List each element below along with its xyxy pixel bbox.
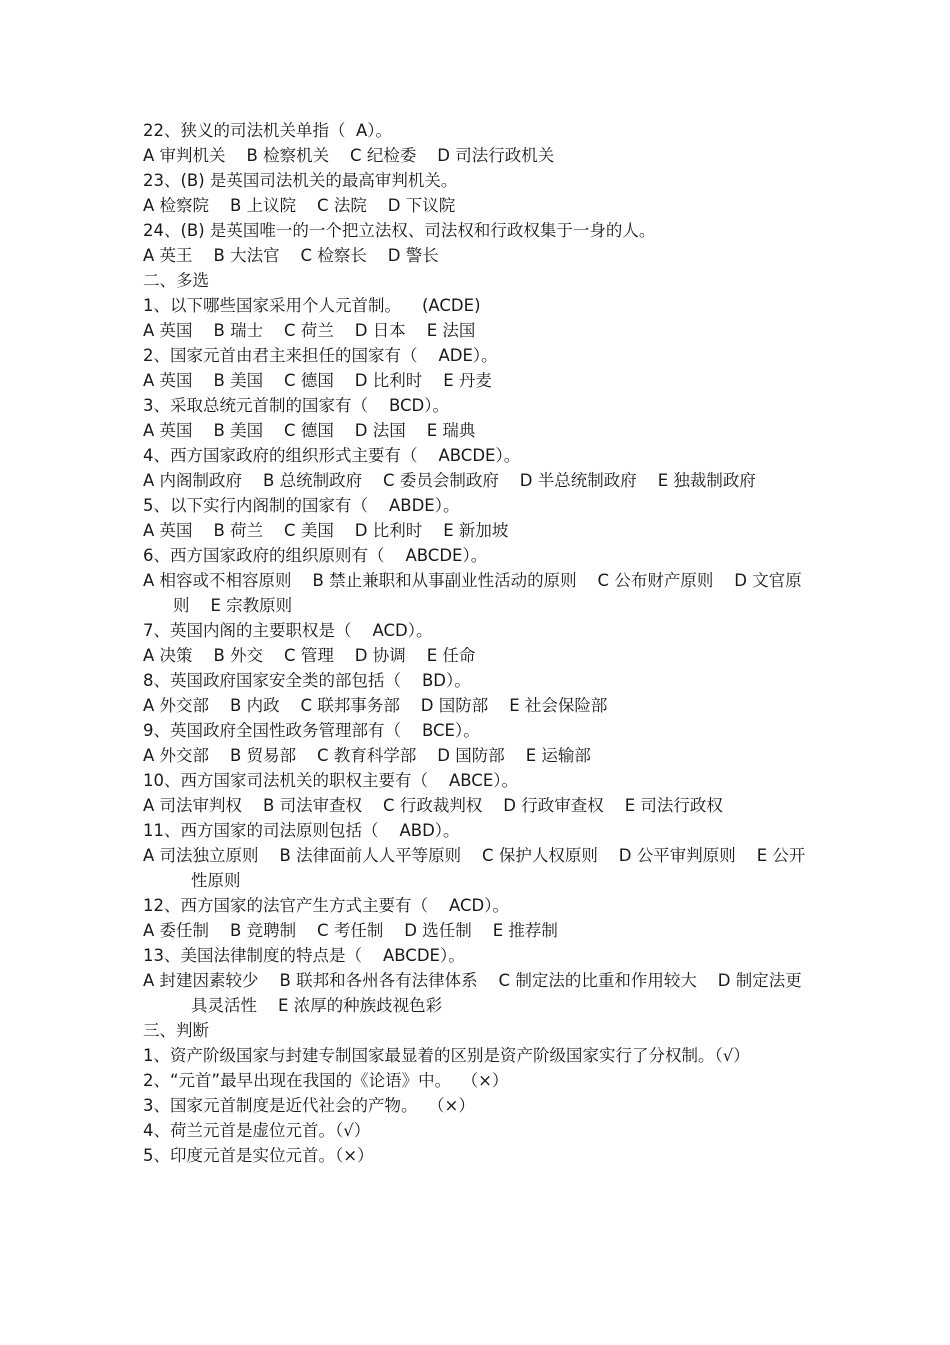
mc-question-2: 2、国家元首由君主来担任的国家有（ ADE）。 xyxy=(143,346,498,365)
options-24: A 英王 B 大法官 C 检察长 D 警长 xyxy=(143,246,439,265)
mc-question-9: 9、英国政府全国性政务管理部有（ BCE）。 xyxy=(143,721,480,740)
mc-options-4: A 内阁制政府 B 总统制政府 C 委员会制政府 D 半总统制政府 E 独裁制政府 xyxy=(143,471,756,490)
section-heading-true-false: 三、判断 xyxy=(143,1021,209,1040)
mc-options-11: A 司法独立原则 B 法律面前人人平等原则 C 保护人权原则 D 公平审判原则 E 公开性原则 xyxy=(143,846,806,890)
mc-question-11: 11、西方国家的司法原则包括（ ABD）。 xyxy=(143,821,460,840)
options-22: A 审判机关 B 检察机关 C 纪检委 D 司法行政机关 xyxy=(143,146,555,165)
mc-question-3: 3、采取总统元首制的国家有（ BCD）。 xyxy=(143,396,449,415)
tf-question-5: 5、印度元首是实位元首。（×） xyxy=(143,1146,374,1165)
tf-question-4: 4、荷兰元首是虚位元首。（√） xyxy=(143,1121,371,1140)
question-24: 24、(B) 是英国唯一的一个把立法权、司法权和行政权集于一身的人。 xyxy=(143,221,656,240)
mc-options-5: A 英国 B 荷兰 C 美国 D 比利时 E 新加坡 xyxy=(143,521,509,540)
mc-options-10: A 司法审判权 B 司法审查权 C 行政裁判权 D 行政审查权 E 司法行政权 xyxy=(143,796,723,815)
mc-options-3: A 英国 B 美国 C 德国 D 法国 E 瑞典 xyxy=(143,421,476,440)
section-heading-multiple-choice: 二、多选 xyxy=(143,271,209,290)
document-page xyxy=(143,118,815,1168)
mc-options-2: A 英国 B 美国 C 德国 D 比利时 E 丹麦 xyxy=(143,371,492,390)
mc-question-1: 1、以下哪些国家采用个人元首制。 (ACDE) xyxy=(143,296,481,315)
mc-question-4: 4、西方国家政府的组织形式主要有（ ABCDE）。 xyxy=(143,446,521,465)
mc-options-13: A 封建因素较少 B 联邦和各州各有法律体系 C 制定法的比重和作用较大 D 制定法更具灵活性 E 浓厚的种族歧视色彩 xyxy=(143,971,802,1015)
mc-options-7: A 决策 B 外交 C 管理 D 协调 E 任命 xyxy=(143,646,476,665)
mc-question-7: 7、英国内阁的主要职权是（ ACD）。 xyxy=(143,621,433,640)
tf-question-1: 1、资产阶级国家与封建专制国家最显着的区别是资产阶级国家实行了分权制。（√） xyxy=(143,1046,750,1065)
tf-question-3: 3、国家元首制度是近代社会的产物。 （×） xyxy=(143,1096,475,1115)
mc-question-6: 6、西方国家政府的组织原则有（ ABCDE）。 xyxy=(143,546,488,565)
mc-question-13: 13、美国法律制度的特点是（ ABCDE）。 xyxy=(143,946,465,965)
tf-question-2: 2、“元首”最早出现在我国的《论语》中。 （×） xyxy=(143,1071,509,1090)
mc-options-8: A 外交部 B 内政 C 联邦事务部 D 国防部 E 社会保险部 xyxy=(143,696,608,715)
mc-options-1: A 英国 B 瑞士 C 荷兰 D 日本 E 法国 xyxy=(143,321,476,340)
mc-question-10: 10、西方国家司法机关的职权主要有（ ABCE）。 xyxy=(143,771,518,790)
question-23: 23、(B) 是英国司法机关的最高审判机关。 xyxy=(143,171,458,190)
mc-options-6: A 相容或不相容原则 B 禁止兼职和从事副业性活动的原则 C 公布财产原则 D 文官原则 E 宗教原则 xyxy=(143,571,802,615)
options-23: A 检察院 B 上议院 C 法院 D 下议院 xyxy=(143,196,456,215)
mc-question-5: 5、以下实行内阁制的国家有（ ABDE）。 xyxy=(143,496,460,515)
mc-options-12: A 委任制 B 竞聘制 C 考任制 D 选任制 E 推荐制 xyxy=(143,921,558,940)
question-22: 22、狭义的司法机关单指（ A）。 xyxy=(143,121,393,140)
mc-question-8: 8、英国政府国家安全类的部包括（ BD）。 xyxy=(143,671,471,690)
mc-question-12: 12、西方国家的法官产生方式主要有（ ACD）。 xyxy=(143,896,509,915)
mc-options-9: A 外交部 B 贸易部 C 教育科学部 D 国防部 E 运输部 xyxy=(143,746,591,765)
